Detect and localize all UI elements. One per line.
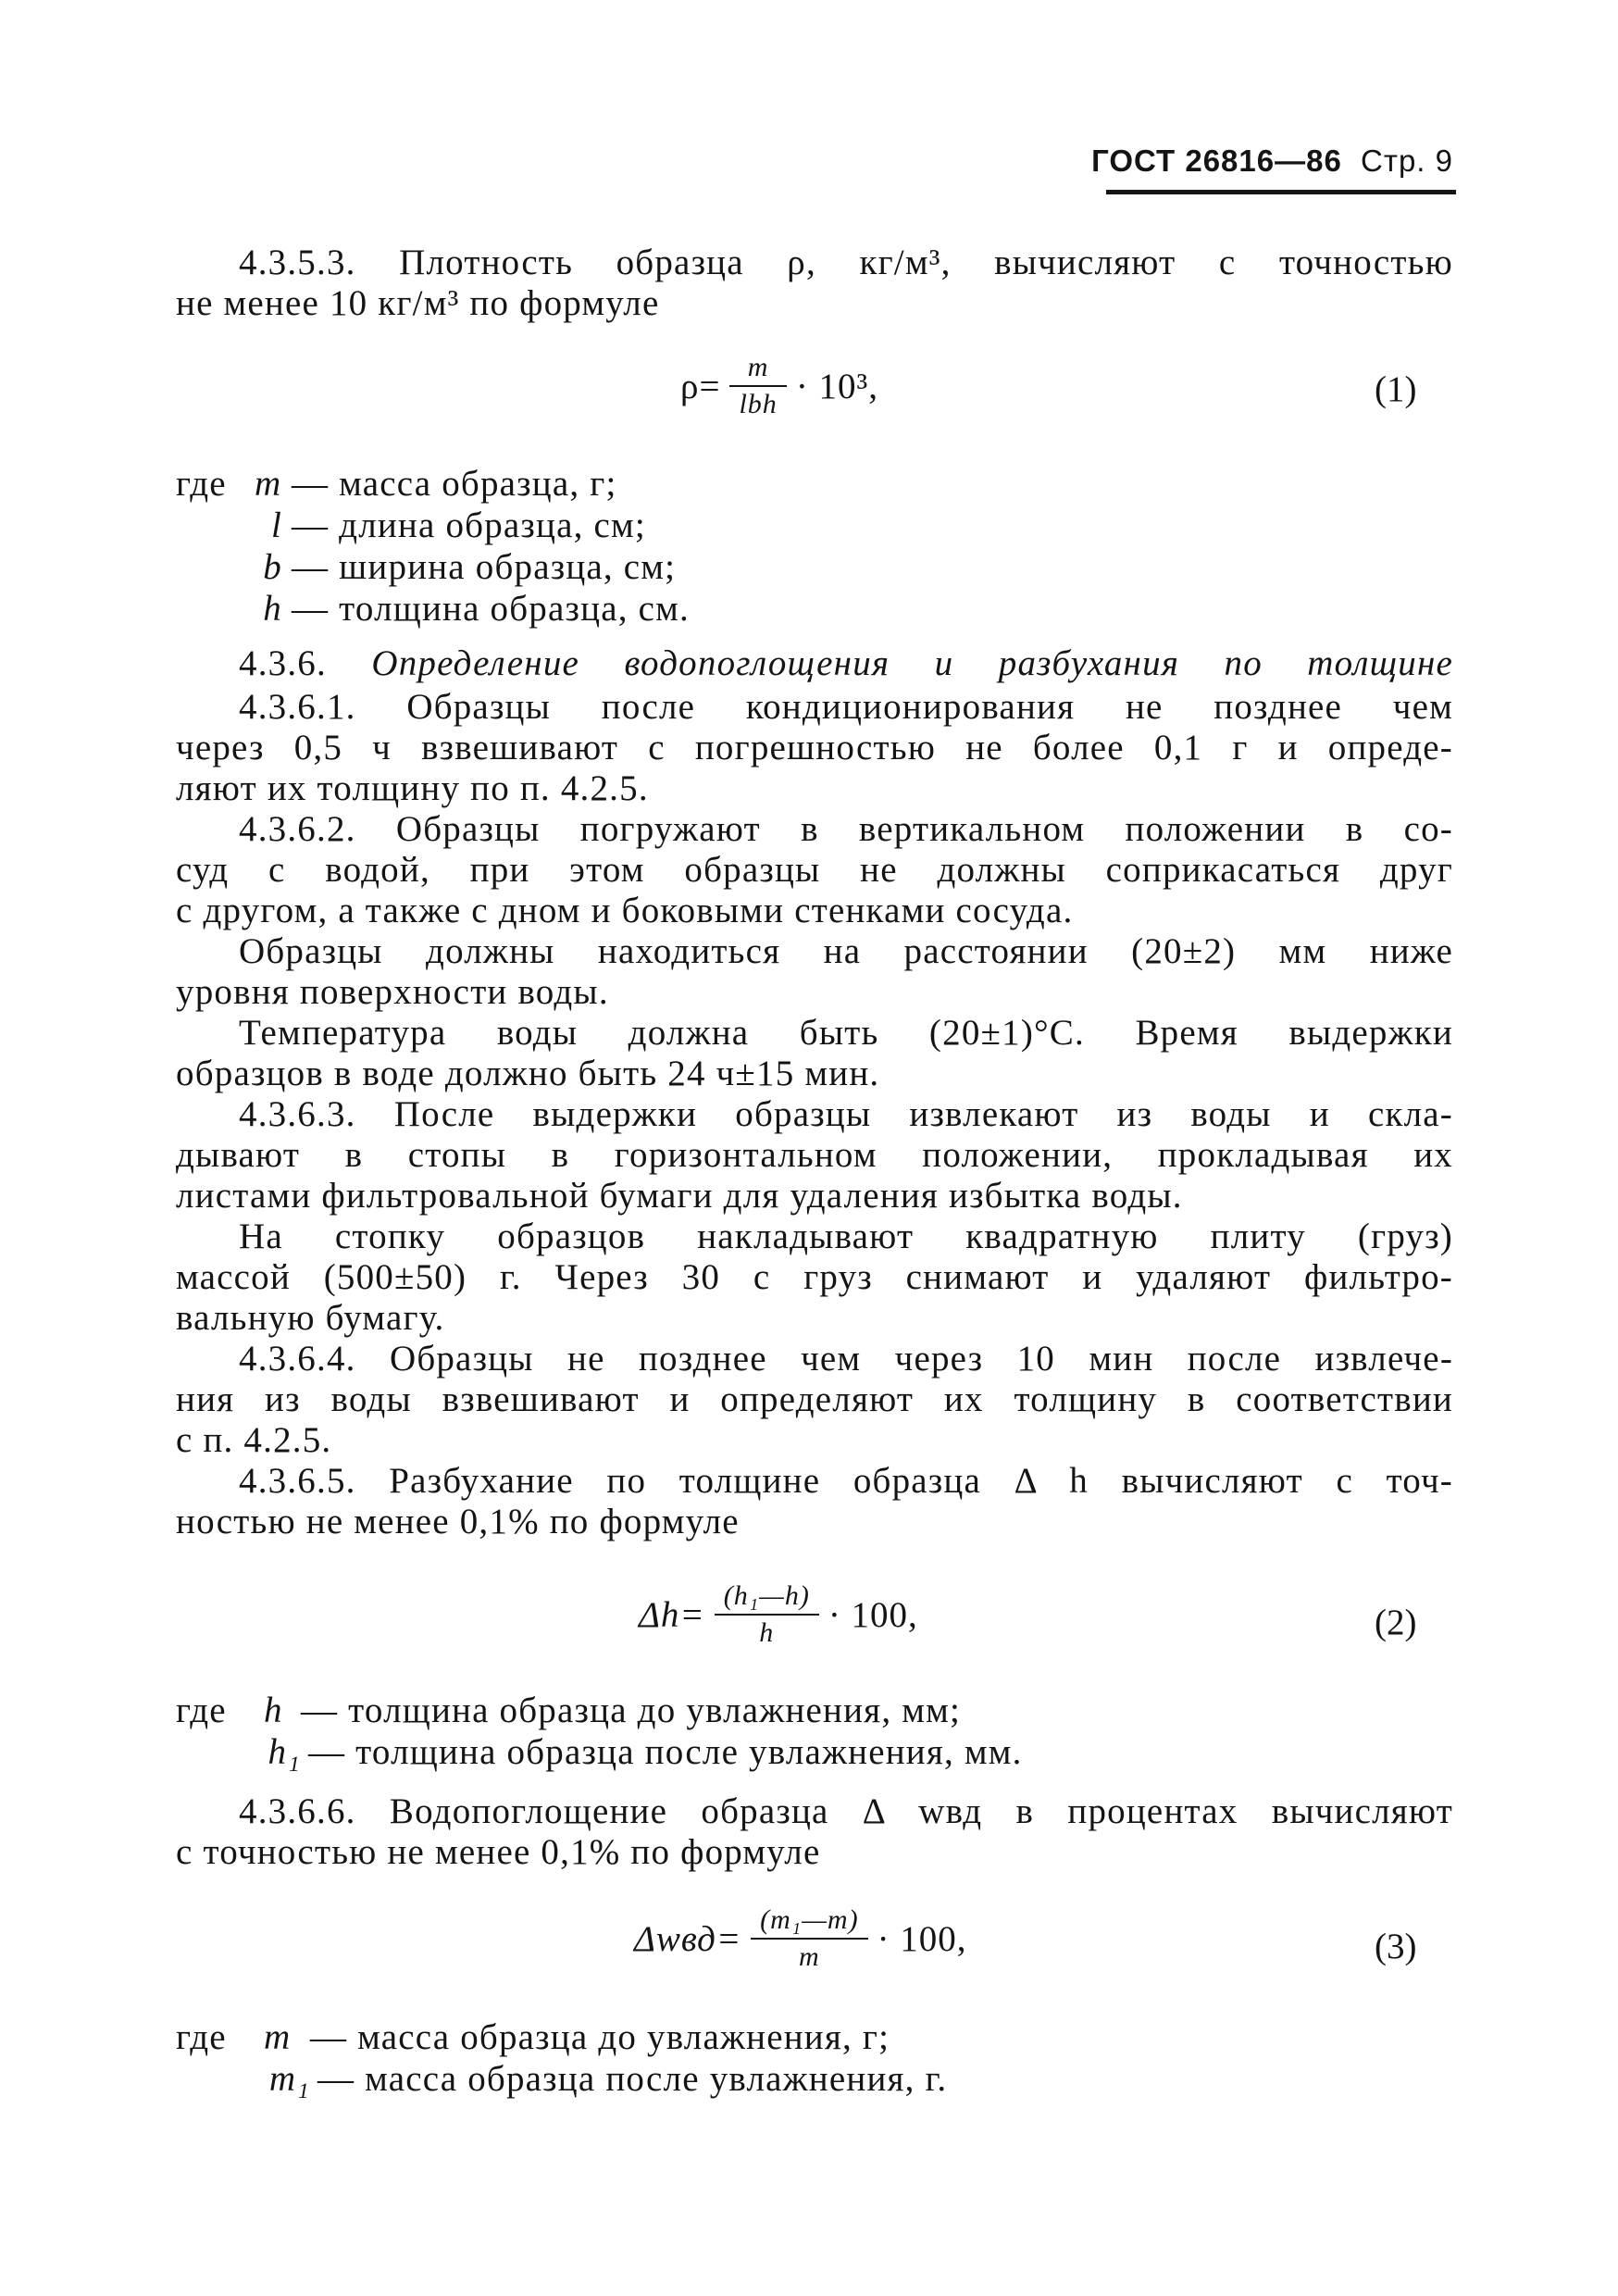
paragraph-4-3-5-3 <box>176 243 1453 324</box>
symbol: h <box>263 589 282 629</box>
text-line: не менее 10 кг/м³ по формуле <box>176 283 660 323</box>
symbol: h₁ <box>268 1732 301 1772</box>
legend-row <box>176 2016 947 2058</box>
text-line: уровня поверхности воды. <box>176 972 609 1012</box>
formula-2 <box>639 1578 918 1651</box>
definition: — масса образца после увлажнения, г. <box>317 2059 948 2099</box>
equation-number: (1) <box>1375 369 1417 409</box>
symbol: l <box>270 505 282 545</box>
text-line: с другом, а также с дном и боковыми стенками сосуда. <box>176 891 1074 930</box>
standard-title: ГОСТ 26816—86 <box>1091 144 1342 178</box>
formula-tail: · 100, <box>877 1918 967 1959</box>
denominator: m <box>799 1941 820 1972</box>
formula-tail: · 10³, <box>795 366 878 406</box>
body-text <box>176 687 1453 1542</box>
text-line: 4.3.5.3. Плотность образца ρ, кг/м³, вычисляют с точностью <box>239 243 1453 282</box>
header-rule <box>1106 190 1456 194</box>
numerator: (m₁—m) <box>760 1904 859 1935</box>
legend-row <box>176 1690 1023 1731</box>
text-line: 4.3.6.1. Образцы после кондиционирования не позднее чем <box>239 687 1453 727</box>
denominator: lbh <box>739 389 778 419</box>
symbol: h <box>264 1691 283 1730</box>
fraction <box>729 350 786 422</box>
definition: — масса образца, г; <box>292 464 617 504</box>
text-line: дывают в стопы в горизонтальном положении, прокладывая их <box>176 1135 1453 1175</box>
page-number: Стр. 9 <box>1361 144 1453 178</box>
text-line: 4.3.6.4. Образцы не позднее чем через 10 мин после извлече- <box>239 1339 1453 1379</box>
symbol: m <box>264 2017 292 2057</box>
definition: — ширина образца, см; <box>292 547 677 587</box>
where-word: где <box>176 464 227 504</box>
text-line: вальную бумагу. <box>176 1298 445 1338</box>
legend-row <box>176 588 690 630</box>
formula-lhs: Δwвд= <box>634 1918 742 1959</box>
formula-lhs: Δh= <box>639 1594 705 1635</box>
section-number: 4.3.6. <box>239 643 327 683</box>
denominator: h <box>759 1617 775 1648</box>
section-title: Определение водопоглощения и разбухания по толщине <box>371 643 1454 683</box>
text-line: образцов в воде должно быть 24 ч±15 мин. <box>176 1054 880 1093</box>
text-line: массой (500±50) г. Через 30 с груз снимают и удаляют фильтро- <box>176 1257 1453 1297</box>
formula-3 <box>634 1903 967 1975</box>
section-heading <box>176 643 1453 684</box>
definition: — толщина образца после увлажнения, мм. <box>308 1732 1023 1772</box>
definition: — толщина образца, см. <box>292 589 690 629</box>
symbol: m <box>255 464 282 504</box>
legend-row <box>176 505 690 546</box>
definition: — длина образца, см; <box>292 505 646 545</box>
page-header <box>1091 144 1453 179</box>
section-4-3-6 <box>176 643 1453 684</box>
paragraph-4-3-6-6 <box>176 1791 1453 1873</box>
fraction <box>751 1903 867 1975</box>
text-line: 4.3.6.6. Водопоглощение образца Δ wвд в процентах вычисляют <box>239 1791 1453 1831</box>
legend-2 <box>176 1690 1023 1773</box>
formula-1 <box>680 350 878 422</box>
legend-row <box>176 2058 947 2100</box>
legend-3 <box>176 2016 947 2100</box>
definition: — толщина образца до увлажнения, мм; <box>301 1691 962 1730</box>
legend-row <box>176 546 690 588</box>
text-line: ностью не менее 0,1% по формуле <box>176 1502 740 1541</box>
text-line: ляют их толщину по п. 4.2.5. <box>176 768 649 808</box>
legend-1 <box>176 463 690 630</box>
text-line: 4.3.6.5. Разбухание по толщине образца Δ h вычисляют с точ- <box>239 1461 1453 1501</box>
text-line: через 0,5 ч взвешивают с погрешностью не более 0,1 г и опреде- <box>176 728 1453 767</box>
where-word: где <box>176 2017 227 2057</box>
definition: — масса образца до увлажнения, г; <box>310 2017 890 2057</box>
legend-row <box>176 463 690 505</box>
text-line: с п. 4.2.5. <box>176 1420 332 1460</box>
text-line: 4.3.6.3. После выдержки образцы извлекают из воды и скла- <box>239 1094 1453 1134</box>
text-line: листами фильтровальной бумаги для удаления избытка воды. <box>176 1176 1183 1216</box>
formula-lhs: ρ= <box>680 366 721 406</box>
text-line: На стопку образцов накладывают квадратную плиту (груз) <box>239 1217 1453 1256</box>
text-line: с точностью не менее 0,1% по формуле <box>176 1832 821 1872</box>
text-line: Образцы должны находиться на расстоянии (20±2) мм ниже <box>239 931 1453 971</box>
text-line: суд с водой, при этом образцы не должны соприкасаться друг <box>176 850 1453 890</box>
fraction <box>715 1578 819 1651</box>
legend-row <box>176 1731 1023 1773</box>
symbol: b <box>263 547 282 587</box>
text-line: Температура воды должна быть (20±1)°С. Время выдержки <box>239 1013 1453 1053</box>
symbol: m₁ <box>268 2059 310 2099</box>
formula-tail: · 100, <box>828 1594 918 1635</box>
equation-number: (3) <box>1375 1927 1417 1966</box>
where-word: где <box>176 1691 227 1730</box>
numerator: m <box>747 352 769 382</box>
equation-number: (2) <box>1375 1603 1417 1642</box>
text-line: 4.3.6.2. Образцы погружают в вертикальном положении в со- <box>239 809 1453 849</box>
text-line: ния из воды взвешивают и определяют их толщину в соответствии <box>176 1379 1453 1419</box>
numerator: (h₁—h) <box>723 1580 810 1611</box>
